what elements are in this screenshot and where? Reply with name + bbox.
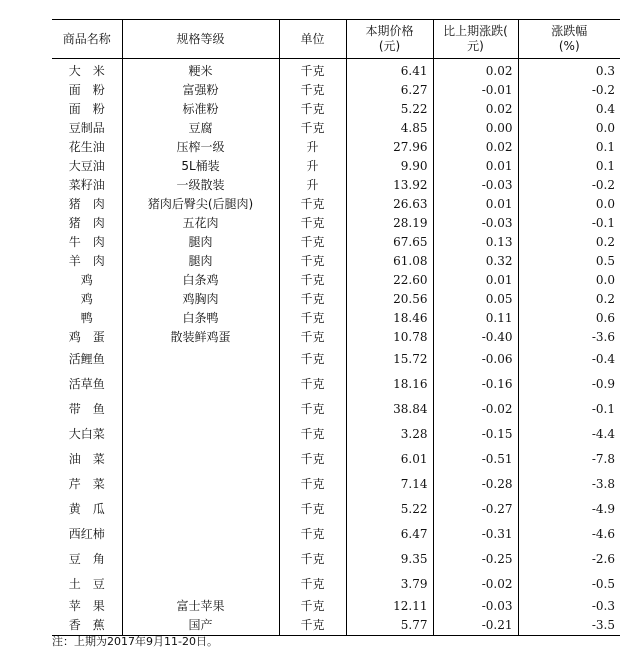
table-row [52, 572, 620, 597]
percent-cell: -3.6 [518, 328, 620, 347]
unit-cell: 千克 [279, 497, 346, 522]
product-name-cell: 香 蕉 [52, 616, 122, 635]
table-row [52, 397, 620, 422]
col-header-change-line2: 元) [467, 39, 484, 53]
price-cell: 27.96 [346, 138, 433, 157]
change-cell: -0.03 [433, 214, 518, 233]
spec-cell [122, 447, 279, 472]
spec-cell [122, 372, 279, 397]
percent-cell: 0.6 [518, 309, 620, 328]
col-header-unit: 单位 [279, 20, 346, 59]
col-header-spec: 规格等级 [122, 20, 279, 59]
col-header-name: 商品名称 [52, 20, 122, 59]
percent-cell: -0.2 [518, 81, 620, 100]
unit-cell: 千克 [279, 422, 346, 447]
price-cell: 10.78 [346, 328, 433, 347]
product-name-cell: 西红柿 [68, 527, 105, 541]
product-name-cell: 土 豆 [68, 577, 105, 591]
price-cell: 3.79 [346, 572, 433, 597]
unit-cell: 升 [279, 176, 346, 195]
percent-cell: -0.2 [518, 176, 620, 195]
table-row [52, 157, 620, 176]
unit-cell: 千克 [279, 372, 346, 397]
price-cell: 28.19 [346, 214, 433, 233]
percent-cell: 0.5 [518, 252, 620, 271]
price-cell: 15.72 [346, 347, 433, 372]
percent-cell: -0.9 [518, 372, 620, 397]
price-cell: 6.01 [346, 447, 433, 472]
product-name-cell: 大 米 [68, 64, 105, 78]
unit-cell: 千克 [279, 597, 346, 616]
price-cell: 6.27 [346, 81, 433, 100]
unit-cell: 千克 [279, 328, 346, 347]
spec-cell [122, 547, 279, 572]
footnote: 注：上期为2017年9月11-20日。 [52, 635, 218, 648]
change-cell: -0.51 [433, 447, 518, 472]
table-row [52, 422, 620, 447]
table-row [52, 309, 620, 328]
spec-cell: 5L桶装 [122, 157, 279, 176]
spec-cell: 白条鸡 [122, 271, 279, 290]
table-row [52, 447, 620, 472]
product-name-cell: 猪 肉 [68, 197, 105, 211]
table-row [52, 81, 620, 100]
unit-cell: 升 [279, 138, 346, 157]
table-row [52, 597, 620, 616]
change-cell: -0.06 [433, 347, 518, 372]
percent-cell: -0.3 [518, 597, 620, 616]
col-header-change-line1: 比上期涨跌( [443, 24, 508, 38]
table-row [52, 252, 620, 271]
product-name-cell: 油 菜 [68, 452, 105, 466]
price-cell: 5.22 [346, 100, 433, 119]
price-cell: 18.46 [346, 309, 433, 328]
percent-cell: 0.2 [518, 233, 620, 252]
change-cell: -0.25 [433, 547, 518, 572]
percent-cell: -3.8 [518, 472, 620, 497]
table-row [52, 214, 620, 233]
unit-cell: 千克 [279, 252, 346, 271]
percent-cell: 0.4 [518, 100, 620, 119]
unit-cell: 千克 [279, 214, 346, 233]
product-name-cell: 大白菜 [68, 427, 105, 441]
unit-cell: 千克 [279, 119, 346, 138]
percent-cell: -4.9 [518, 497, 620, 522]
spec-cell [122, 347, 279, 372]
price-cell: 20.56 [346, 290, 433, 309]
header-row [52, 20, 620, 59]
change-cell: 0.11 [433, 309, 518, 328]
change-cell: -0.02 [433, 397, 518, 422]
table-row [52, 522, 620, 547]
product-name-cell: 鸡 蛋 [68, 330, 105, 344]
price-cell: 6.41 [346, 62, 433, 81]
price-cell: 5.77 [346, 616, 433, 635]
spec-cell: 压榨一级 [122, 138, 279, 157]
product-name-cell: 大豆油 [68, 159, 105, 173]
percent-cell: 0.2 [518, 290, 620, 309]
unit-cell: 千克 [279, 271, 346, 290]
price-cell: 22.60 [346, 271, 433, 290]
change-cell: -0.15 [433, 422, 518, 447]
col-header-pct [518, 20, 620, 59]
change-cell: -0.40 [433, 328, 518, 347]
percent-cell: -7.8 [518, 447, 620, 472]
spec-cell: 一级散装 [122, 176, 279, 195]
price-cell: 3.28 [346, 422, 433, 447]
percent-cell: 0.0 [518, 271, 620, 290]
change-cell: -0.02 [433, 572, 518, 597]
product-name-cell: 面 粉 [68, 83, 105, 97]
unit-cell: 千克 [279, 447, 346, 472]
product-name-cell: 芹 菜 [68, 477, 105, 491]
price-cell: 67.65 [346, 233, 433, 252]
price-cell: 18.16 [346, 372, 433, 397]
table-row [52, 176, 620, 195]
unit-cell: 千克 [279, 195, 346, 214]
price-cell: 13.92 [346, 176, 433, 195]
change-cell: 0.02 [433, 62, 518, 81]
change-cell: 0.01 [433, 195, 518, 214]
change-cell: -0.27 [433, 497, 518, 522]
spec-cell: 富强粉 [122, 81, 279, 100]
price-cell: 9.35 [346, 547, 433, 572]
price-cell: 26.63 [346, 195, 433, 214]
price-cell: 61.08 [346, 252, 433, 271]
percent-cell: -3.5 [518, 616, 620, 635]
unit-cell: 千克 [279, 616, 346, 635]
price-cell: 9.90 [346, 157, 433, 176]
table-row [52, 271, 620, 290]
change-cell: 0.05 [433, 290, 518, 309]
product-name-cell: 苹 果 [68, 599, 105, 613]
unit-cell: 千克 [279, 397, 346, 422]
product-name-cell: 猪 肉 [68, 216, 105, 230]
percent-cell: -0.5 [518, 572, 620, 597]
percent-cell: 0.3 [518, 62, 620, 81]
table-row [52, 119, 620, 138]
percent-cell: 0.1 [518, 138, 620, 157]
spec-cell: 五花肉 [122, 214, 279, 233]
table-row [52, 290, 620, 309]
product-name-cell: 菜籽油 [68, 178, 105, 192]
percent-cell: 0.0 [518, 119, 620, 138]
unit-cell: 千克 [279, 309, 346, 328]
product-name-cell: 花生油 [68, 140, 105, 154]
table-row [52, 547, 620, 572]
unit-cell: 千克 [279, 62, 346, 81]
col-header-pct-line1: 涨跌幅 [551, 24, 588, 38]
unit-cell: 千克 [279, 472, 346, 497]
percent-cell: -0.1 [518, 214, 620, 233]
product-name-cell: 豆制品 [68, 121, 105, 135]
spec-cell: 粳米 [122, 62, 279, 81]
change-cell: 0.02 [433, 100, 518, 119]
change-cell: -0.03 [433, 176, 518, 195]
table-body [52, 59, 620, 636]
change-cell: -0.28 [433, 472, 518, 497]
unit-cell: 千克 [279, 233, 346, 252]
price-cell: 4.85 [346, 119, 433, 138]
product-name-cell: 鸭 [80, 311, 93, 325]
col-header-pct-line2: (%) [558, 39, 580, 53]
table-row [52, 328, 620, 347]
percent-cell: -0.4 [518, 347, 620, 372]
table-row [52, 138, 620, 157]
spec-cell: 白条鸭 [122, 309, 279, 328]
product-name-cell: 黄 瓜 [68, 502, 105, 516]
unit-cell: 千克 [279, 522, 346, 547]
table-row [52, 372, 620, 397]
table-row [52, 62, 620, 81]
product-name-cell: 牛 肉 [68, 235, 105, 249]
spec-cell [122, 497, 279, 522]
percent-cell: 0.0 [518, 195, 620, 214]
change-cell: 0.00 [433, 119, 518, 138]
change-cell: 0.02 [433, 138, 518, 157]
product-name-cell: 活草鱼 [68, 377, 105, 391]
product-name-cell: 带 鱼 [68, 402, 105, 416]
spec-cell: 腿肉 [122, 252, 279, 271]
price-cell: 7.14 [346, 472, 433, 497]
col-header-change [433, 20, 518, 59]
price-cell: 38.84 [346, 397, 433, 422]
product-name-cell: 豆 角 [68, 552, 105, 566]
percent-cell: -2.6 [518, 547, 620, 572]
percent-cell: 0.1 [518, 157, 620, 176]
percent-cell: -4.4 [518, 422, 620, 447]
change-cell: -0.21 [433, 616, 518, 635]
unit-cell: 千克 [279, 290, 346, 309]
unit-cell: 升 [279, 157, 346, 176]
price-cell: 5.22 [346, 497, 433, 522]
spec-cell: 猪肉后臀尖(后腿肉) [122, 195, 279, 214]
product-name-cell: 鸡 [80, 273, 93, 287]
spec-cell: 豆腐 [122, 119, 279, 138]
percent-cell: -0.1 [518, 397, 620, 422]
spec-cell [122, 397, 279, 422]
change-cell: -0.16 [433, 372, 518, 397]
change-cell: 0.01 [433, 271, 518, 290]
product-name-cell: 面 粉 [68, 102, 105, 116]
spec-cell [122, 472, 279, 497]
table-row [52, 100, 620, 119]
unit-cell: 千克 [279, 572, 346, 597]
spec-cell: 富士苹果 [122, 597, 279, 616]
spec-cell: 标准粉 [122, 100, 279, 119]
change-cell: 0.32 [433, 252, 518, 271]
spec-cell [122, 572, 279, 597]
spec-cell [122, 522, 279, 547]
table-row [52, 195, 620, 214]
product-name-cell: 鸡 [80, 292, 93, 306]
change-cell: 0.01 [433, 157, 518, 176]
col-header-price-line2: (元) [378, 39, 401, 53]
spec-cell [122, 422, 279, 447]
unit-cell: 千克 [279, 547, 346, 572]
product-name-cell: 活鲤鱼 [68, 352, 105, 366]
change-cell: 0.13 [433, 233, 518, 252]
percent-cell: -4.6 [518, 522, 620, 547]
spec-cell: 散装鲜鸡蛋 [122, 328, 279, 347]
table-row [52, 233, 620, 252]
spec-cell: 国产 [122, 616, 279, 635]
table-row [52, 497, 620, 522]
price-cell: 6.47 [346, 522, 433, 547]
unit-cell: 千克 [279, 347, 346, 372]
unit-cell: 千克 [279, 100, 346, 119]
change-cell: -0.01 [433, 81, 518, 100]
change-cell: -0.03 [433, 597, 518, 616]
spec-cell: 腿肉 [122, 233, 279, 252]
unit-cell: 千克 [279, 81, 346, 100]
price-table [52, 19, 620, 636]
price-cell: 12.11 [346, 597, 433, 616]
table-row [52, 472, 620, 497]
product-name-cell: 羊 肉 [68, 254, 105, 268]
change-cell: -0.31 [433, 522, 518, 547]
col-header-price [346, 20, 433, 59]
spec-cell: 鸡胸肉 [122, 290, 279, 309]
col-header-price-line1: 本期价格 [365, 24, 414, 38]
table-row [52, 347, 620, 372]
